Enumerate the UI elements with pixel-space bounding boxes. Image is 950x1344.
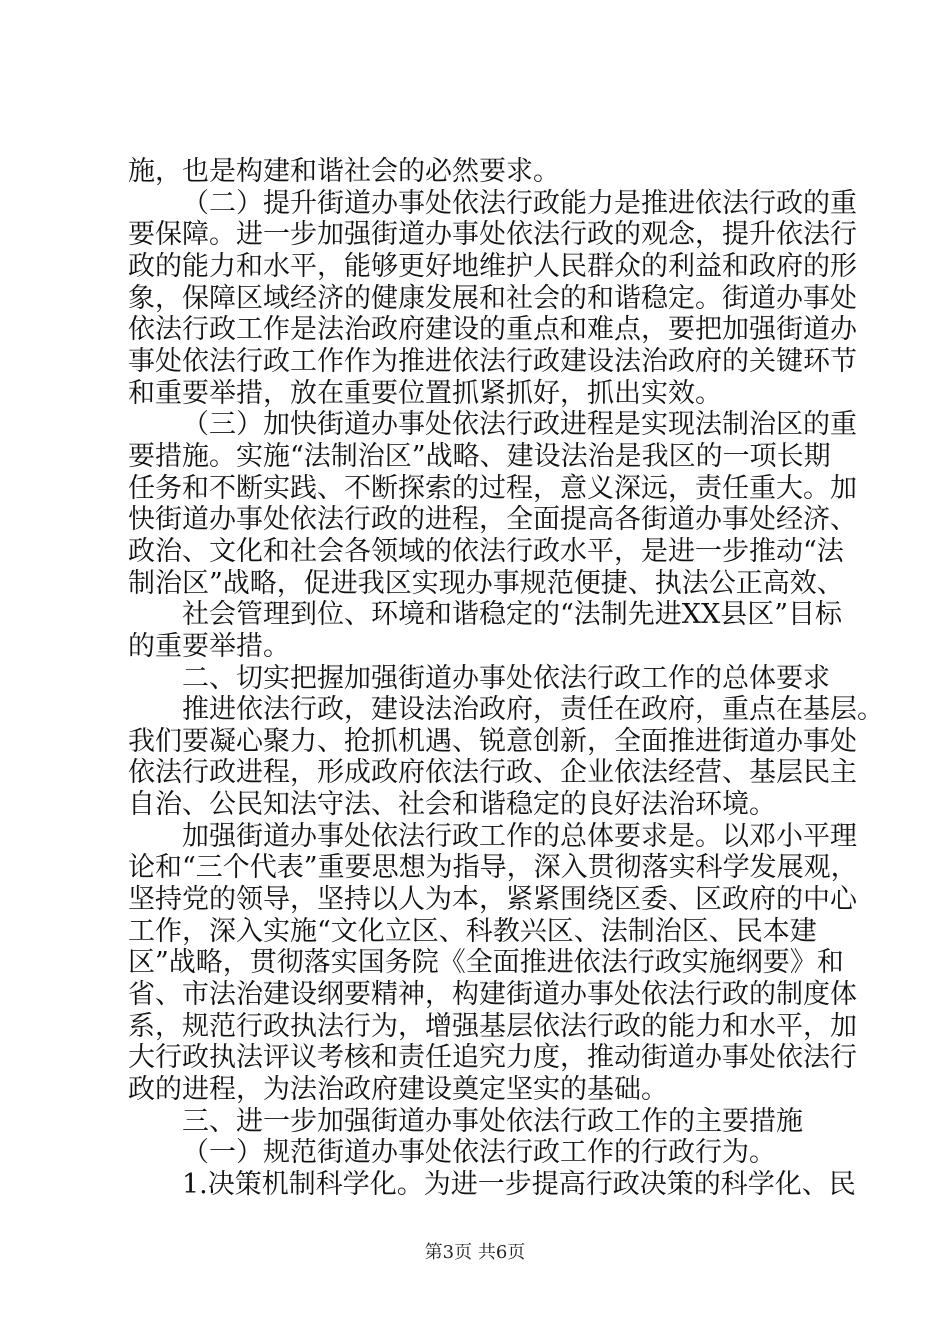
text-line: 依法行政进程，形成政府依法行政、企业依法经营、基层民主 bbox=[128, 757, 857, 788]
text-line: 系，规范行政执法行为，增强基层依法行政的能力和水平，加 bbox=[128, 1011, 857, 1042]
text-line: 的重要举措。 bbox=[128, 631, 290, 662]
text-line: 要保障。进一步加强街道办事处依法行政的观念，提升依法行 bbox=[128, 219, 857, 250]
page-footer: 第3页 共6页 bbox=[424, 1242, 526, 1263]
text-line: 政治、文化和社会各领域的依法行政水平，是进一步推动“法 bbox=[128, 536, 844, 567]
text-line: （二）提升街道办事处依法行政能力是推进依法行政的重 bbox=[182, 188, 857, 219]
text-line: 大行政执法评议考核和责任追究力度，推动街道办事处依法行 bbox=[128, 1042, 857, 1073]
text-line: 事处依法行政工作作为推进依法行政建设法治政府的关键环节 bbox=[128, 346, 857, 377]
text-line: 要措施。实施“法制治区”战略、建设法治是我区的一项长期 bbox=[128, 441, 831, 472]
text-line: 推进依法行政，建设法治政府，责任在政府，重点在基层。 bbox=[182, 694, 884, 725]
text-line: 省、市法治建设纲要精神，构建街道办事处依法行政的制度体 bbox=[128, 979, 857, 1010]
text-line: 坚持党的领导，坚持以人为本，紧紧围绕区委、区政府的中心 bbox=[128, 884, 857, 915]
section-heading: 二、切实把握加强街道办事处依法行政工作的总体要求 bbox=[182, 663, 830, 694]
text-line: 区”战略，贯彻落实国务院《全面推进依法行政实施纲要》和 bbox=[128, 947, 844, 978]
text-line: 自治、公民知法守法、社会和谐稳定的良好法治环境。 bbox=[128, 789, 776, 820]
text-line: 政的能力和水平，能够更好地维护人民群众的利益和政府的形 bbox=[128, 251, 857, 282]
text-line: 制治区”战略，促进我区实现办事规范便捷、执法公正高效、 bbox=[128, 568, 844, 599]
text-line: 社会管理到位、环境和谐稳定的“法制先进XX县区”目标 bbox=[182, 599, 843, 630]
text-line: 论和“三个代表”重要思想为指导，深入贯彻落实科学发展观， bbox=[128, 852, 858, 883]
text-line: 任务和不断实践、不断探索的过程，意义深远，责任重大。加 bbox=[128, 473, 857, 504]
text-line: 快街道办事处依法行政的进程，全面提高各街道办事处经济、 bbox=[128, 504, 857, 535]
text-line: 加强街道办事处依法行政工作的总体要求是。以邓小平理 bbox=[182, 821, 857, 852]
text-line: 和重要举措，放在重要位置抓紧抓好，抓出实效。 bbox=[128, 378, 722, 409]
text-line: 工作，深入实施“文化立区、科教兴区、法制治区、民本建 bbox=[128, 916, 817, 947]
section-heading: 三、进一步加强街道办事处依法行政工作的主要措施 bbox=[182, 1106, 803, 1137]
subsection-heading: （一）规范街道办事处依法行政工作的行政行为。 bbox=[182, 1137, 776, 1168]
text-line: （三）加快街道办事处依法行政进程是实现法制治区的重 bbox=[182, 409, 857, 440]
text-line: 我们要凝心聚力、抢抓机遇、锐意创新，全面推进街道办事处 bbox=[128, 726, 857, 757]
text-line: 象，保障区域经济的健康发展和社会的和谐稳定。街道办事处 bbox=[128, 283, 857, 314]
text-line: 政的进程，为法治政府建设奠定坚实的基础。 bbox=[128, 1074, 668, 1105]
text-line: 依法行政工作是法治政府建设的重点和难点，要把加强街道办 bbox=[128, 314, 857, 345]
text-line: 1.决策机制科学化。为进一步提高行政决策的科学化、民 bbox=[182, 1169, 856, 1200]
text-line: 施，也是构建和谐社会的必然要求。 bbox=[128, 156, 560, 187]
